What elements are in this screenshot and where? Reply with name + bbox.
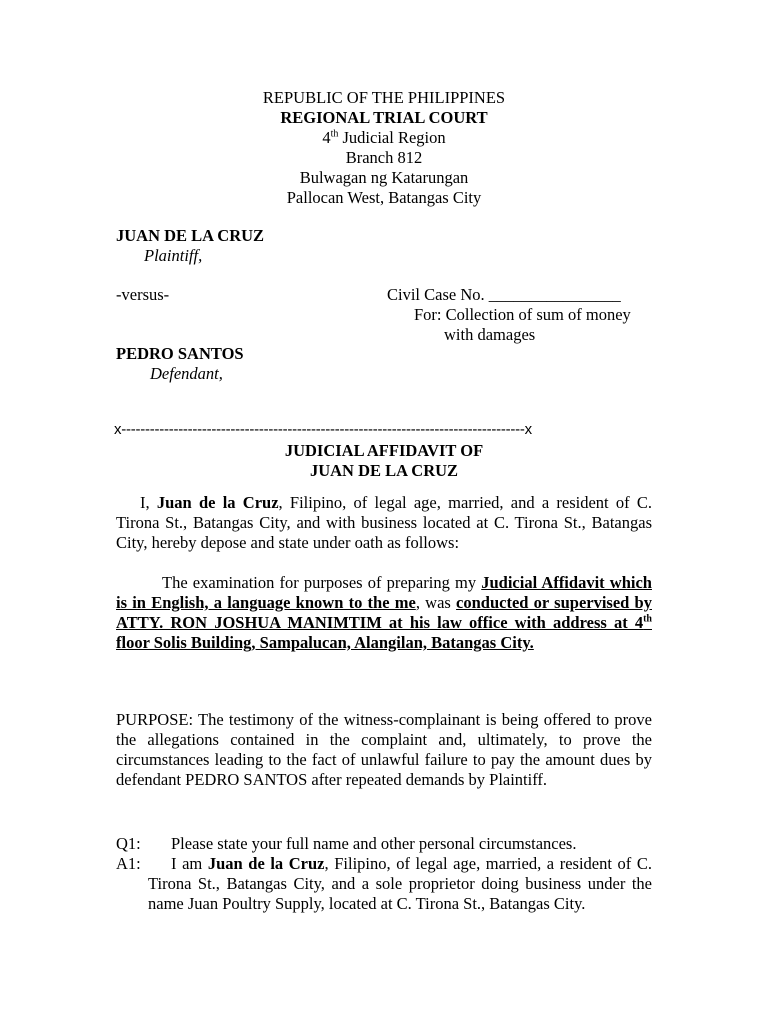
answer-tag: A1: bbox=[116, 854, 141, 873]
answer-1 bbox=[116, 854, 652, 914]
intro-paragraph: I, Juan de la Cruz, Filipino, of legal age, married, and a resident of C. Tirona St., Batangas City, and with business located at C. Tirona St., Batangas City, hereby depose and state under oath as follows: bbox=[116, 493, 653, 552]
affiant-name: Juan de la Cruz bbox=[156, 493, 279, 512]
case-nature-line2: with damages bbox=[444, 325, 536, 344]
branch-line: Branch 812 bbox=[345, 148, 423, 167]
court-header bbox=[0, 88, 768, 208]
affidavit-language-statement: Judicial Affidavit which is in English, a language known to the me bbox=[116, 573, 652, 612]
purpose-paragraph: PURPOSE: The testimony of the witness-complainant is being offered to prove the allegations contained in the complaint and, ultimately, to prove the circumstances leading to the fact of unlawful failure to pay the amount dues by defendant PEDRO SANTOS after repeated demands by Plaintiff. bbox=[116, 710, 652, 789]
title-line1: JUDICIAL AFFIDAVIT OF bbox=[284, 441, 484, 460]
affidavit-title bbox=[0, 441, 768, 481]
defendant-name: PEDRO SANTOS bbox=[116, 344, 244, 363]
plaintiff-role: Plaintiff, bbox=[144, 246, 203, 265]
answer-affiant-name: Juan de la Cruz bbox=[207, 854, 325, 873]
republic-line: REPUBLIC OF THE PHILIPPINES bbox=[262, 88, 506, 107]
question-1 bbox=[116, 834, 652, 854]
title-line2: JUAN DE LA CRUZ bbox=[309, 461, 459, 480]
plaintiff-name: JUAN DE LA CRUZ bbox=[116, 226, 265, 245]
civil-case-number: Civil Case No. ________________ bbox=[387, 285, 621, 304]
defendant-role: Defendant, bbox=[150, 364, 223, 383]
question-text: Please state your full name and other personal circumstances. bbox=[171, 834, 577, 853]
court-name: REGIONAL TRIAL COURT bbox=[280, 108, 488, 127]
examination-paragraph: The examination for purposes of preparing my Judicial Affidavit which is in English, a language known to the me, was conducted or supervised by ATTY. RON JOSHUA MANIMTIM at his law office with address at 4th floor Solis Building, Sampalucan, Alangilan, Batangas City. bbox=[116, 573, 652, 652]
answer-text: I am Juan de la Cruz, Filipino, of legal age, married, a resident of C. Tirona St., Batangas City, and a sole proprietor doing business under the name Juan Poultry Supply, located at C. Tirona St., Batangas City. bbox=[148, 854, 652, 913]
case-nature-line1: For: Collection of sum of money bbox=[414, 305, 631, 324]
hall-line: Bulwagan ng Katarungan bbox=[299, 168, 469, 187]
supervising-attorney-statement: conducted or supervised by ATTY. RON JOSHUA MANIMTIM at his law office with address at 4th floor Solis Building, Sampalucan, Alangilan, Batangas City. bbox=[116, 593, 652, 652]
versus-label: -versus- bbox=[116, 285, 170, 304]
location-line: Pallocan West, Batangas City bbox=[286, 188, 482, 207]
question-tag: Q1: bbox=[116, 834, 141, 853]
caption-divider: x-------------------------------------------------------------------------------------x bbox=[114, 421, 532, 438]
judicial-region: 4th Judicial Region bbox=[322, 128, 446, 147]
